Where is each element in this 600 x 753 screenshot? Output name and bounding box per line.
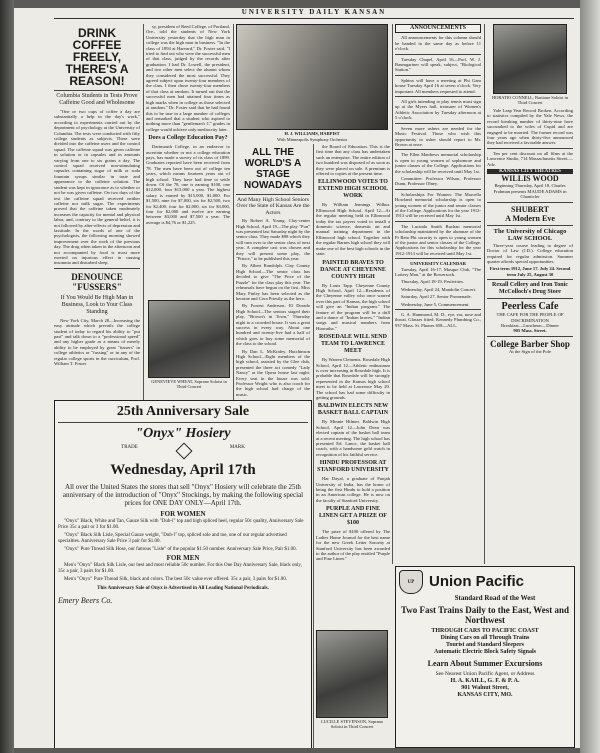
women-item-2: "Onyx" Black Silk Lisle, Special Gauze weight, "Dub-l" top, spliced sole and toe, one of our regular advertised specialties. Anniversary Sale Price 3 pair for $1.00. <box>58 533 287 544</box>
mark-label: MARK <box>229 445 245 450</box>
calendar-item: Thursday, April 18-19, Festivities. <box>401 279 464 285</box>
harpist-caption-sub: With Minneapolis Symphony Orchestra <box>277 137 347 142</box>
announcement-item: Sphinx will have a meeting at Phi Gam house Tuesday April 16 at seven o'clock. Very important. All members requested to attend. <box>395 77 481 94</box>
col4-intro: the Board of Education. This is the first time that any class has undertaken such an enterprise. The entire edition of two hundred was disposed of as soon as they were placed on sale. A premium is offered to copies at the present time. <box>316 144 390 177</box>
fussers-subhead: If You Would Be High Man in Business, Look to Your Class Standing <box>60 294 134 315</box>
up-line-2: THROUGH CARS TO PACIFIC COAST <box>431 628 539 634</box>
trade-label: TRADE <box>121 445 138 450</box>
column-3 <box>236 144 310 408</box>
linen-headline: PURPLE AND FINE LINEN GET A PRIZE OF $100 <box>319 506 387 527</box>
up-line-4: Tourist and Standard Sleepers <box>446 642 524 648</box>
union-pacific-ad <box>395 566 575 748</box>
calendar-notes: G. A. Hammond, M. D., eye, ear, nose and throat. Glasses fitted. Kennedy Plumbing Co., 937 Mass. St. Phones 658—ALL. <box>395 312 481 328</box>
willis-wood-sub: Beginning Thursday, April 18, Charles Frohman presents MAUDE ADAMS in Chanticler <box>493 183 567 200</box>
law-school-body: Three-year course leading to degree of Doctor of Law (J.D.). College education required for regular admission. Summer quarter affords special opportunities. <box>487 242 573 264</box>
braves-article: By Louis Tapp. Cheyenne County High School, April 12—Residents of the Cheyenne valley who once warred over this part of Kansas, the high school will give an "Indian program." The feature of the program will be a drill and a dance of "Indian braves," "Indian songs and musical numbers from Hiawatha." <box>316 282 390 331</box>
peerless-address: 905 Mass. Street. <box>513 328 547 334</box>
law-school-dates: First term 1912, June 17. July 24. Second term July 25, August 30 <box>489 266 571 277</box>
calendar-item: Tuesday, April 16-17, Masque Club, "The Lottery Man," at the Bowersock. <box>395 266 481 278</box>
announcement-item: Tuesday Chapel, April 16—Prof. W. J. Baumgartner will speak, subject, "Biological Station." <box>395 56 481 73</box>
lucille-stevenson-photo <box>316 630 388 718</box>
wheat-photo-block <box>148 300 230 392</box>
women-heading: FOR WOMEN <box>160 510 206 518</box>
stevenson-caption: LUCILLE STEVENSON, Soprano Soloist in Third Concert <box>321 719 383 729</box>
harpist-photo <box>236 24 388 130</box>
masthead: UNIVERSITY DAILY KANSAN <box>241 8 387 16</box>
coffee-subhead: Columbia Students in Tests Prove Caffeine Good and Wholesome <box>56 93 138 106</box>
up-agent: H. A. KAILL, G. F. & P. A. <box>450 677 520 684</box>
up-line-3: Dining Cars on all Through Trains <box>440 635 530 641</box>
column-1 <box>54 24 140 424</box>
hindu-headline: HINDU PROFESSOR AT STANFORD UNIVERSITY <box>317 460 389 474</box>
up-brand: Union Pacific <box>429 573 525 590</box>
onyx-footer: This Anniversary Sale of Onyx is Advertised in All Leading National Periodicals. <box>97 586 269 591</box>
women-item-3: "Onyx" Pure Thread Silk Hose, our famous "Lisle" of the popular $1.50 number. Anniversary Sale Price, Pair $1.00. <box>64 547 297 552</box>
ellinwood-article: By William Jennings Wilbur. Ellinwood High School, April 12—At the regular meeting held in Ellinwood today the tax payers voted to install a domestic science, domestic art and manual training department in the Ellinwood high school. Together with the regular Barnes high school they will make one of the best high schools in the state. <box>316 202 390 257</box>
coffee-headline: DRINK COFFEE FREELY, THERE'S A REASON! <box>65 26 129 88</box>
onyx-title: 25th Anniversary Sale <box>116 404 250 419</box>
willis-wood-title: WILLIS WOOD <box>501 174 559 184</box>
genevieve-wheat-photo <box>148 300 230 378</box>
women-item-1: "Onyx" Black, White and Tan, Gauze Silk with "Dub-l" top and high spliced heel, regular 50c quality, Anniversary Sale Price 35c a pair or 3 for $1.00. <box>58 519 304 530</box>
wheat-caption: GENEVIEVE WHEAT, Soprano Soloist in Third Concert <box>151 379 227 389</box>
barber-address: At the Sign of the Pole <box>509 348 551 354</box>
ellinwood-headline: ELLINWOOD VOTES TO EXTEND HIGH SCHOOL WORK <box>317 179 388 200</box>
onyx-brand-row <box>58 427 308 441</box>
announcement-item: Scholarships For Women: The Marcella Howland memorial scholarship is open to young women of the junior and senior classes of the College. Applications for the year 1912-1913 will be received until May 1st. <box>395 191 481 219</box>
book-binding <box>0 0 14 753</box>
hindu-article: Har Dayal, a graduate of Punjab University of India, has the honor of being the first Hindu to hold a position in an American college. He is now on the faculty of Stanford University. <box>316 476 390 503</box>
linen-article: The prize of $100 offered by The Ladies Home Journal for the best name for the new Greek Letter Sorority at Stanford University has been awarded to the author of the play entitled "Purple and Fine Linen." <box>316 529 390 562</box>
dartmouth-headline: Does a College Education Pay? <box>148 135 228 142</box>
calendar-item: Saturday, April 27, Senior Promenade. <box>401 294 472 300</box>
up-city: KANSAS CITY, MO. <box>457 691 513 698</box>
page-edge <box>580 0 600 753</box>
stage-article-4: By Dan L. McKinley. Hutchinson High School—Eight members of the high school, assisted by the Glee club, presented the three act comedy "Lady Nancy" at the Opera house last night. Every seat in the house was sold. Professor Wright who is also coach for the high school had charge of the music. <box>236 348 310 397</box>
kc-theatres-heading: KANSAS CITY THEATRES <box>487 169 573 174</box>
yale-article: Yale Leap Year Record Broken. According to statistics compiled by the Yale News, the record breaking number of thirty-nine have succumbed to the wiles of Cupid and are engaged to be married. The former record was four years ago when thirty-five announced they had received a favorable answer. <box>487 108 573 146</box>
announcement-item: Committee: Professor Wilson, Professor Dunn, Professor Olney. <box>395 175 481 187</box>
fussers-article: New York City, March 28—Increasing the easy attitude which prevails the college student of today to regard his ability to "put past" and talk down to a "professional speed" and any higher grade as a means of merely ability to be employed by great "fussers" in college athletics or "fussing" or in any of the regular college sports in the curriculum, Prof. William T. Foster <box>54 317 140 367</box>
up-tagline: Standard Road of the West <box>454 594 536 602</box>
onyx-body: All over the United States the stores that sell "Onyx" Hosiery will celebrate the 25th anniversary of the introduction of "Onyx" Stockings, by making the following special prices for ONE DAY ONLY—April 17th. <box>62 483 304 507</box>
onyx-logo-icon <box>175 443 192 460</box>
baldwin-headline: BALDWIN ELECTS NEW BASKET BALL CAPTAIN <box>317 403 389 417</box>
rosedale-headline: ROSEDALE WILL SEND TEAM TO LAWRENCE MEET <box>319 334 387 355</box>
newspaper-page <box>14 8 580 748</box>
stage-article-2: By Albert Randolph. Clay County High School—The senior class has decided to give "The Price of the Puzzle" for the class play this year. The rehearsals have begun on the first. Miss Mary Finley has been selected as the heroine and Cora Priestly as the hero. <box>236 263 310 301</box>
braves-headline: PAINTED BRAVES TO DANCE AT CHEYENNE COUNTY HIGH <box>320 259 386 280</box>
union-pacific-shield-icon: UP <box>399 570 423 594</box>
announcements-intro: All announcements for this column should be handed in the same day as before 11 o'clock. <box>395 35 481 52</box>
column-4 <box>316 144 390 630</box>
stage-article-3: By Forrest Anderson. El Dorado High School—The seniors staged their play, "Brown's in Town," Thursday night to a crowded house. It was a great success in every way. About one hundred and twenty-five had a half of which goes to buy some memorial of the class to the school. <box>236 303 310 347</box>
up-address: 901 Walnut Street, <box>461 684 509 691</box>
baldwin-article: By Minnie Hilmer. Baldwin High School, April 12—John Dean was elected captain of the basket ball team at a recent meeting. The high school has presented Ed. Lance, the basket ball coach, with a handsome gold watch in recognition of his faithful service. <box>316 419 390 457</box>
harpist-photo-block <box>236 24 388 145</box>
dartmouth-article: Dartmouth College, in an endeavor to ascertain whether or not a college education pays, has made a survey of its class of 1899. Graduates reported have been received from 78. The men have been out of college ten years, which means fourteen years out of high school. They have had time to settle down. Of the 78, one is earning $100, one $12,000, four $15,000 a year. The highest salary is earned by $15,000, $1,000. For $1,500, nine for $7,000, six for $2,500, two for $2,400, four for $2,000, six for $3,000, four for $2,000 and twelve are earning between $3,000 and $7,500 a year. The average is $4,76 or $1,225. <box>146 144 230 225</box>
up-header <box>399 570 571 594</box>
onyx-date: Wednesday, April 17th <box>110 462 256 478</box>
onyx-hosiery-ad <box>54 400 312 748</box>
calendar-item: Wednesday, April 24, Mandolin Concert. <box>401 286 477 292</box>
up-line-1: Two Fast Trains Daily to the East, West and Northwest <box>400 605 570 625</box>
masthead-rule <box>54 18 574 19</box>
up-line-6: Learn About Summer Excursions <box>427 659 543 668</box>
connell-caption: HORATIO CONNELL, Baritone Soloist in Third Concert <box>492 95 568 105</box>
up-line-7: See Nearest Union Pacific Agent, or Address <box>435 671 535 677</box>
announcement-item: The Lucinda Smith Buchan memorial scholarship maintained by the alumnae of the Pi Beta Phi sorority is open to young women of the junior and senior classes of the College. Applications for this scholarship for the year 1912-1913 will be received until May 1st. <box>395 223 481 256</box>
onyx-trademark-row <box>58 445 308 457</box>
rexall-title: Rexall Cellery and Iron Tonic <box>492 282 568 289</box>
stage-article-1: By Robert A. Young. Clay-center High School, April 19—The play "Fun" was presented last Saturday night by the senior class. They made $98 which they will turn over to the senior class of next year. A complete cast was chosen and they will present some play, the "Prince," to be published this year. <box>236 218 310 262</box>
peerless-sub: THE CAFE FOR THE PEOPLE OF DISCRIMINATION <box>496 312 564 323</box>
peerless-cafe-title: Peerless Cafe <box>501 301 559 313</box>
onyx-brand: "Onyx" Hosiery <box>135 426 231 441</box>
coffee-article: "One or two cups of coffee a day are substantially a help in the day's work," according to experiments carried out by the department of psychology at the University of Columbia. The tests were conducted with fifty college students as subjects. These were divided into the caffeine users and the control squad. The caffeine squad was given caffeine in solution or in capsules and in amounts varying from one to six grains a day. The control squad received non-stimulating capsules containing sugar of milk or soda fountain syrups similar in taste and appearance to the caffeine solution. The student was kept in ignorance as to whether or not he was given caffeine. On two days of the test the caffeine squad received neither caffeine nor milk sugar. The experiments proved that the caffeine taken moderately increases the capacity for mental and physical labor, and, contrary to the general belief, it is not followed by after-effects of depression and lassitude. In the words of one of the psychologists, the following morning showed improvement over the work of the previous day. The drug when taken in the afternoon and not accompanied by food is most more exerted on injurious effect in causing insomnia and disturbed sleep. <box>54 109 140 266</box>
fussers-headline: DENOUNCE "FUSSERS" <box>71 271 123 292</box>
law-school-title: The University of Chicago LAW SCHOOL <box>493 227 567 243</box>
calendar-heading: UNIVERSITY CALENDAR <box>410 261 466 267</box>
rosedale-article: By Warren Clements. Rosedale High School, April 12—Athletic enthusiasm is over increasing in Rosedale high. It is probable that Rosedale will be strongly represented in the Kansas high school meet to be held at Lawrence May 20. The school has had some difficulty in getting grounds. <box>316 357 390 400</box>
stage-subhead: And Many High School Seniors Over the State of Kansas Are the Actors <box>236 197 310 216</box>
stage-headline: ALL THE WORLD'S A STAGE NOWADAYS <box>244 147 302 191</box>
onyx-signature: Emery Beers Co. <box>58 596 113 605</box>
barber-shop-title: College Barber Shop <box>490 338 570 349</box>
men-item-1: Men's "Onyx" Black Silk Lisle, our best and most reliable 50c number. For this One Day Anniversary Sale, black only, 35c a pair, 3 pairs for $1.00. <box>58 563 302 574</box>
men-heading: FOR MEN <box>166 554 200 562</box>
horatio-connell-photo <box>493 24 567 94</box>
announcement-item: All girls intending to play tennis must sign up at the Myers hall, treasurer of Women's Athletic Association by Tuesday afternoon at 5 o'clock. <box>395 99 481 121</box>
studio-ad: Ten per cent discount on all films at the Lawrence Studio, 714 Massachusetts Street.—Adv. <box>487 150 573 167</box>
announcements-title: ANNOUNCEMENTS <box>409 25 466 31</box>
up-line-5: Automatic Electric Block Safety Signals <box>434 649 536 655</box>
foster-article: sy, president of Reed College, of Portland, Ore., told the students of New York University yesterday that the high man in college was the high man in business. "In the class of 1894 at Harvard," Dr. Foster said, "I tried to find out who were the successful men of that class, judged by the records after graduation. I had Dr. Lowell, the president, and two other men select the alumni whom they considered the most successful. They agreed subject upon twenty-four members of the class. I then chose twenty-four members of that class at random. It turned out that the successful men had attained four times as high marks when in college as those selected at random." Dr. Foster said that he had found this to be true in a large number of colleges and remarked that a student who aspired to nothing more than "gentleman's C" grades in college would achieve only mediocrity later. <box>146 24 230 132</box>
announcement-item: Seven more ushers are needed for the Music Festival. Those who wish this opportunity to usher should report to Mr. Brown at once. <box>395 125 481 147</box>
stevenson-photo-block <box>316 630 388 732</box>
peerless-meals: Breakfast—Luncheon—Dinner <box>501 322 559 328</box>
announcement-item: The Ellen Matthews memorial scholarship is open to young women of sophomore and junior classes of the College. Applications for the scholarship will be received until May 1st. <box>395 152 481 174</box>
shubert-title: SHUBERT <box>511 204 549 214</box>
men-item-2: Men's "Onyx" Pure Thread Silk, black and colors. The best 50c value ever offered. 35c a pair, 3 pairs for $1.00. <box>64 577 288 582</box>
harpist-caption: H. J. WILLIAMS, HARPIST <box>284 131 340 136</box>
mccolloch-title: McColloch's Drug Store <box>499 289 561 296</box>
right-column <box>487 24 573 564</box>
column-2 <box>146 24 230 299</box>
calendar-item: Wednesday, June 5, Commencement. <box>401 301 470 307</box>
announcements-column <box>395 24 481 564</box>
modern-eve-title: A Modern Eve <box>505 213 555 223</box>
